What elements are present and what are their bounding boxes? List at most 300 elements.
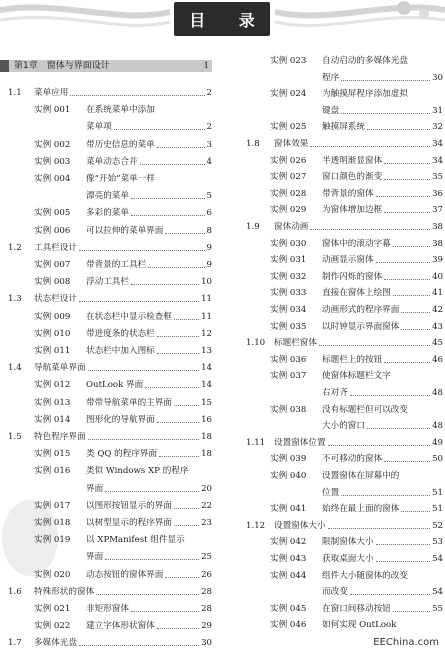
- toc-entry[interactable]: [0, 534, 218, 546]
- page-number: 28: [201, 604, 212, 614]
- toc-entry[interactable]: [0, 414, 218, 426]
- dot-leader: [341, 79, 430, 81]
- page-number: 52: [432, 520, 443, 531]
- page-number: 53: [432, 537, 443, 548]
- toc-entry[interactable]: [224, 536, 445, 548]
- toc-section[interactable]: [0, 637, 218, 649]
- toc-section[interactable]: [0, 362, 218, 374]
- toc-section[interactable]: [224, 337, 445, 349]
- toc-section[interactable]: [224, 437, 445, 449]
- example-number: 实例 035: [270, 321, 307, 332]
- toc-entry[interactable]: [0, 173, 218, 185]
- page-number: 50: [432, 454, 443, 465]
- toc-entry[interactable]: [224, 387, 445, 399]
- entry-title: 像“开始”菜单一样: [86, 174, 155, 184]
- entry-title: 标题栏上的按钮: [322, 354, 383, 365]
- toc-entry[interactable]: [0, 190, 218, 202]
- dot-leader: [350, 394, 430, 396]
- dot-leader: [159, 455, 199, 457]
- entry-title: 带带导航菜单的主界面: [86, 397, 172, 408]
- page-number: 12: [201, 328, 212, 339]
- page-number: 18: [201, 449, 212, 460]
- entry-title: OutLook 界面: [86, 380, 144, 391]
- toc-entry[interactable]: [224, 188, 445, 200]
- example-number: 实例 027: [270, 172, 307, 183]
- example-number: 实例 014: [34, 414, 71, 425]
- entry-title: 限制窗体大小: [322, 537, 374, 548]
- toc-entry[interactable]: [0, 207, 218, 219]
- example-number: 实例 045: [270, 603, 307, 614]
- example-number: 实例 038: [270, 404, 307, 415]
- entry-title: 类 QQ 的程序界面: [86, 449, 158, 460]
- entry-title: 为触摸屏程序添加虚拟: [322, 89, 408, 100]
- entry-title: 而改变: [322, 587, 348, 598]
- toc-entry[interactable]: [224, 171, 445, 183]
- dot-leader: [393, 245, 430, 247]
- toc-section[interactable]: [0, 431, 218, 443]
- entry-title: 窗体中的滚动字幕: [322, 238, 391, 249]
- example-number: 实例 024: [270, 89, 307, 100]
- entry-title: 漂亮的菜单: [86, 191, 129, 202]
- dot-leader: [350, 593, 430, 595]
- toc-entry[interactable]: [224, 155, 445, 167]
- toc-entry[interactable]: [224, 420, 445, 432]
- entry-title: 状态栏设计: [34, 294, 77, 305]
- dot-leader: [319, 344, 430, 346]
- dot-leader: [341, 112, 430, 114]
- entry-title: 带背景的工具栏: [86, 260, 147, 270]
- section-number: 1.2: [8, 242, 22, 253]
- page-number: 25: [201, 552, 212, 563]
- dot-leader: [328, 444, 430, 446]
- entry-title: 设置窗体在屏幕中的: [322, 471, 400, 481]
- toc-entry[interactable]: [224, 238, 445, 250]
- dot-leader: [384, 178, 430, 180]
- entry-title: 窗口颜色的渐变: [322, 172, 383, 183]
- toc-entry[interactable]: [0, 620, 218, 632]
- toc-entry[interactable]: [224, 453, 445, 465]
- page-number: 29: [201, 621, 212, 632]
- page-title: 目 录: [174, 2, 270, 36]
- dot-leader: [105, 490, 199, 492]
- page-number: 4: [206, 156, 212, 167]
- entry-title: 为窗体增加边框: [322, 205, 383, 216]
- entry-title: 特殊形状的窗体: [34, 586, 95, 597]
- page-number: 9: [206, 260, 212, 270]
- toc-entry[interactable]: [224, 619, 445, 631]
- toc-entry[interactable]: [224, 553, 445, 565]
- dot-leader: [384, 162, 430, 164]
- dot-leader: [328, 527, 430, 529]
- toc-entry[interactable]: [224, 254, 445, 266]
- toc-entry[interactable]: [0, 259, 218, 271]
- dot-leader: [384, 361, 430, 363]
- example-number: 实例 044: [270, 570, 307, 581]
- toc-entry[interactable]: [0, 397, 218, 409]
- entry-title: 特色程序界面: [34, 432, 86, 442]
- page-number: 30: [432, 72, 443, 83]
- dot-leader: [79, 300, 199, 302]
- example-number: 实例 033: [270, 288, 307, 299]
- example-number: 实例 002: [34, 139, 71, 150]
- entry-title: 动态按钮的窗体界面: [86, 569, 164, 580]
- section-number: 1.5: [8, 432, 22, 442]
- page-number: 48: [432, 388, 443, 398]
- toc-entry[interactable]: [224, 55, 445, 67]
- toc-entry[interactable]: [0, 311, 218, 323]
- dot-leader: [96, 593, 199, 595]
- toc-section[interactable]: [224, 520, 445, 532]
- entry-title: 以树型显示的程序界面: [86, 518, 172, 528]
- page-number: 16: [201, 414, 212, 425]
- dot-leader: [70, 94, 205, 96]
- example-number: 实例 037: [270, 371, 307, 382]
- toc-entry[interactable]: [0, 139, 218, 151]
- page-number: 54: [432, 587, 443, 598]
- chapter-title: 第1章 窗体与界面设计: [14, 61, 110, 71]
- entry-title: 始终在最上面的窗体: [322, 504, 400, 515]
- entry-title: 设置窗体位置: [274, 437, 326, 448]
- dot-leader: [376, 560, 430, 562]
- page-number: 32: [432, 122, 443, 133]
- toc-entry[interactable]: [0, 276, 218, 288]
- toc-section[interactable]: [0, 87, 218, 99]
- dot-leader: [157, 335, 199, 337]
- dot-leader: [174, 507, 199, 509]
- dot-leader: [131, 610, 199, 612]
- example-number: 实例 041: [270, 504, 307, 515]
- entry-title: 在状态栏中显示检查框: [86, 311, 172, 322]
- example-number: 实例 001: [34, 105, 71, 116]
- page-number: 14: [201, 363, 212, 374]
- chapter-heading[interactable]: [4, 60, 212, 72]
- toc-entry[interactable]: [224, 354, 445, 366]
- dot-leader: [174, 404, 199, 406]
- toc-section[interactable]: [0, 242, 218, 254]
- toc-entry[interactable]: [224, 370, 445, 382]
- example-number: 实例 039: [270, 454, 307, 465]
- entry-title: 浮动工具栏: [86, 277, 129, 288]
- dot-leader: [131, 214, 205, 216]
- example-number: 实例 020: [34, 569, 71, 580]
- dot-leader: [148, 266, 205, 268]
- dot-leader: [88, 369, 199, 371]
- page-number: 11: [201, 311, 212, 322]
- toc-section[interactable]: [0, 586, 218, 598]
- dot-leader: [88, 438, 199, 440]
- section-number: 1.8: [246, 139, 260, 149]
- page-number: 49: [432, 437, 443, 448]
- example-number: 实例 009: [34, 311, 71, 322]
- entry-title: 标题栏窗体: [274, 338, 317, 349]
- example-number: 实例 003: [34, 156, 71, 167]
- dot-leader: [310, 145, 430, 147]
- toc-entry[interactable]: [224, 304, 445, 316]
- example-number: 实例 016: [34, 466, 71, 477]
- entry-title: 获取桌面大小: [322, 554, 374, 564]
- page-number: 6: [206, 208, 212, 219]
- example-number: 实例 006: [34, 225, 71, 236]
- dot-leader: [157, 146, 205, 148]
- dot-leader: [401, 328, 430, 330]
- entry-title: 动画显示窗体: [322, 255, 374, 266]
- entry-title: 使窗体标题栏文字: [322, 371, 391, 382]
- toc-section[interactable]: [224, 138, 445, 150]
- page-number: 5: [206, 191, 212, 202]
- page-number: 28: [201, 586, 212, 597]
- example-number: 实例 023: [270, 56, 307, 66]
- entry-title: 如何实现 OutLook: [322, 620, 397, 631]
- section-number: 1.12: [246, 520, 266, 531]
- example-number: 实例 013: [34, 397, 71, 408]
- toc-entry[interactable]: [0, 603, 218, 615]
- dot-leader: [384, 278, 430, 280]
- example-number: 实例 015: [34, 449, 71, 460]
- page-number: 51: [432, 487, 443, 498]
- dot-leader: [384, 211, 430, 213]
- dot-leader: [174, 524, 199, 526]
- page-number: 13: [201, 346, 212, 356]
- entry-title: 自动启动的多媒体光盘: [322, 56, 408, 66]
- dot-leader: [376, 261, 430, 263]
- entry-title: 以图形按钮显示的界面: [86, 500, 172, 511]
- dot-leader: [165, 576, 199, 578]
- dot-leader: [157, 627, 199, 629]
- toc-entry[interactable]: [224, 503, 445, 515]
- entry-title: 图形化的导航界面: [86, 414, 155, 425]
- entry-title: 非矩形窗体: [86, 604, 129, 614]
- example-number: 实例 021: [34, 604, 71, 614]
- example-number: 实例 005: [34, 208, 71, 219]
- page-number: 22: [201, 500, 212, 511]
- section-number: 1.6: [8, 586, 22, 597]
- example-number: 实例 012: [34, 380, 71, 391]
- entry-title: 建立字体形状窗体: [86, 621, 155, 632]
- page-number: 18: [201, 432, 212, 442]
- example-number: 实例 028: [270, 188, 307, 199]
- toc-entry[interactable]: [224, 287, 445, 299]
- dot-leader: [376, 543, 430, 545]
- example-number: 实例 043: [270, 554, 307, 564]
- example-number: 实例 025: [270, 122, 307, 133]
- page-number: 39: [432, 255, 443, 266]
- toc-entry[interactable]: [0, 483, 218, 495]
- dot-leader: [367, 128, 430, 130]
- entry-title: 不可移动的窗体: [322, 454, 383, 465]
- toc-entry[interactable]: [0, 551, 218, 563]
- toc-entry[interactable]: [224, 105, 445, 117]
- page-number: 2: [206, 122, 212, 133]
- example-number: 实例 034: [270, 305, 307, 315]
- page-number: 40: [432, 271, 443, 282]
- entry-title: 窗体动画: [274, 222, 309, 232]
- example-number: 实例 042: [270, 537, 307, 548]
- example-number: 实例 010: [34, 328, 71, 339]
- entry-title: 以时钟显示界面窗体: [322, 321, 400, 332]
- entry-title: 窗体效果: [274, 139, 309, 149]
- page-number: 31: [432, 105, 443, 116]
- section-number: 1.3: [8, 294, 22, 305]
- entry-title: 多媒体光盘: [34, 638, 77, 649]
- page-number: 55: [432, 603, 443, 614]
- toc-entry[interactable]: [224, 121, 445, 133]
- section-number: 1.9: [246, 222, 260, 232]
- page-number: 42: [432, 305, 443, 315]
- toc-entry[interactable]: [224, 487, 445, 499]
- page-number: 23: [201, 518, 212, 528]
- dot-leader: [79, 644, 199, 646]
- dot-leader: [393, 294, 430, 296]
- page-number: 3: [206, 139, 212, 150]
- page-number: 54: [432, 554, 443, 564]
- example-number: 实例 029: [270, 205, 307, 216]
- toc-entry[interactable]: [0, 225, 218, 237]
- page-number: 26: [201, 569, 212, 580]
- entry-title: 右对齐: [322, 388, 348, 398]
- toc-entry[interactable]: [224, 470, 445, 482]
- dot-leader: [105, 558, 199, 560]
- entry-title: 半透明渐显窗体: [322, 155, 383, 166]
- example-number: 实例 026: [270, 155, 307, 166]
- page-number: 30: [201, 638, 212, 649]
- page-number: 51: [432, 504, 443, 515]
- page-number: 38: [432, 238, 443, 249]
- toc-entry[interactable]: [0, 156, 218, 168]
- dot-leader: [145, 386, 199, 388]
- page-number: 14: [201, 380, 212, 391]
- example-number: 实例 007: [34, 260, 71, 270]
- entry-title: 类似 Windows XP 的程序: [86, 466, 189, 477]
- entry-title: 没有标题栏但可以改变: [322, 404, 408, 415]
- footer-logo: EEChina.com: [373, 637, 439, 648]
- dot-leader: [165, 232, 205, 234]
- entry-title: 位置: [322, 487, 340, 498]
- example-number: 实例 030: [270, 238, 307, 249]
- entry-title: 大小的窗口: [322, 421, 365, 432]
- chapter-page: 1: [203, 61, 209, 71]
- toc-entry[interactable]: [0, 379, 218, 391]
- toc-entry[interactable]: [0, 465, 218, 477]
- entry-title: 带背景的窗体: [322, 188, 374, 199]
- section-number: 1.7: [8, 638, 22, 649]
- dot-leader: [341, 494, 430, 496]
- dot-leader: [384, 460, 430, 462]
- entry-title: 菜单项: [86, 122, 112, 133]
- example-number: 实例 031: [270, 255, 307, 266]
- entry-title: 菜单动态合并: [86, 156, 138, 167]
- toc-entry[interactable]: [0, 328, 218, 340]
- example-number: 实例 018: [34, 518, 71, 528]
- page-number: 34: [432, 139, 443, 149]
- dot-leader: [131, 283, 199, 285]
- example-number: 实例 004: [34, 174, 71, 184]
- section-number: 1.4: [8, 363, 22, 374]
- toc-entry[interactable]: [0, 448, 218, 460]
- example-number: 实例 008: [34, 277, 71, 288]
- entry-title: 在窗口间移动按钮: [322, 603, 391, 614]
- dot-leader: [79, 249, 205, 251]
- dot-leader: [157, 352, 199, 354]
- dot-leader: [140, 163, 205, 165]
- toc-entry[interactable]: [224, 603, 445, 615]
- page-number: 20: [201, 483, 212, 494]
- example-number: 实例 046: [270, 620, 307, 631]
- toc-section[interactable]: [224, 221, 445, 233]
- dot-leader: [174, 318, 199, 320]
- toc-entry[interactable]: [0, 569, 218, 581]
- example-number: 实例 040: [270, 471, 307, 481]
- toc-entry[interactable]: [224, 72, 445, 84]
- toc-entry[interactable]: [0, 517, 218, 529]
- example-number: 实例 011: [34, 346, 71, 356]
- example-number: 实例 017: [34, 500, 71, 511]
- toc-entry[interactable]: [0, 104, 218, 116]
- entry-title: 直接在窗体上绘图: [322, 288, 391, 299]
- chapter-marker: [0, 60, 9, 72]
- toc-entry[interactable]: [224, 88, 445, 100]
- page-number: 48: [432, 421, 443, 432]
- toc-entry[interactable]: [0, 345, 218, 357]
- entry-title: 动画形式的程序界面: [322, 305, 400, 315]
- entry-title: 设置窗体大小: [274, 520, 326, 531]
- page-number: 38: [432, 222, 443, 232]
- dot-leader: [131, 197, 205, 199]
- toc-entry[interactable]: [224, 404, 445, 416]
- entry-title: 在系统菜单中添加: [86, 105, 155, 116]
- entry-title: 导航菜单界面: [34, 363, 86, 374]
- page-number: 43: [432, 321, 443, 332]
- toc-entry[interactable]: [224, 271, 445, 283]
- entry-title: 界面: [86, 483, 104, 494]
- page-number: 8: [206, 225, 212, 236]
- entry-title: 可以拉伸的菜单界面: [86, 225, 164, 236]
- dot-leader: [310, 228, 430, 230]
- entry-title: 带进度条的状态栏: [86, 328, 155, 339]
- toc-entry[interactable]: [224, 570, 445, 582]
- entry-title: 组件大小随窗体的改变: [322, 570, 408, 581]
- example-number: 实例 022: [34, 621, 71, 632]
- page-number: 36: [432, 188, 443, 199]
- page-number: 35: [432, 172, 443, 183]
- toc-entry[interactable]: [0, 121, 218, 133]
- dot-leader: [114, 128, 205, 130]
- entry-title: 工具栏设计: [34, 242, 77, 253]
- example-number: 实例 019: [34, 535, 71, 546]
- toc-entry[interactable]: [224, 204, 445, 216]
- entry-title: 以 XPManifest 组件显示: [86, 535, 185, 546]
- page-number: 46: [432, 354, 443, 365]
- entry-title: 状态栏中加入图标: [86, 346, 155, 356]
- section-number: 1.1: [8, 88, 22, 98]
- dot-leader: [393, 610, 430, 612]
- dot-leader: [157, 421, 199, 423]
- page-number: 9: [206, 242, 212, 253]
- dot-leader: [367, 427, 430, 429]
- entry-title: 触摸屏系统: [322, 122, 365, 133]
- page-number: 45: [432, 338, 443, 349]
- toc-entry[interactable]: [224, 586, 445, 598]
- example-number: 实例 036: [270, 354, 307, 365]
- page-number: 11: [201, 294, 212, 305]
- page-number: 2: [206, 88, 212, 98]
- section-number: 1.11: [246, 437, 266, 448]
- entry-title: 多彩的菜单: [86, 208, 129, 219]
- dot-leader: [401, 311, 430, 313]
- toc-entry[interactable]: [0, 500, 218, 512]
- page-number: 10: [201, 277, 212, 288]
- toc-entry[interactable]: [224, 321, 445, 333]
- toc-section[interactable]: [0, 293, 218, 305]
